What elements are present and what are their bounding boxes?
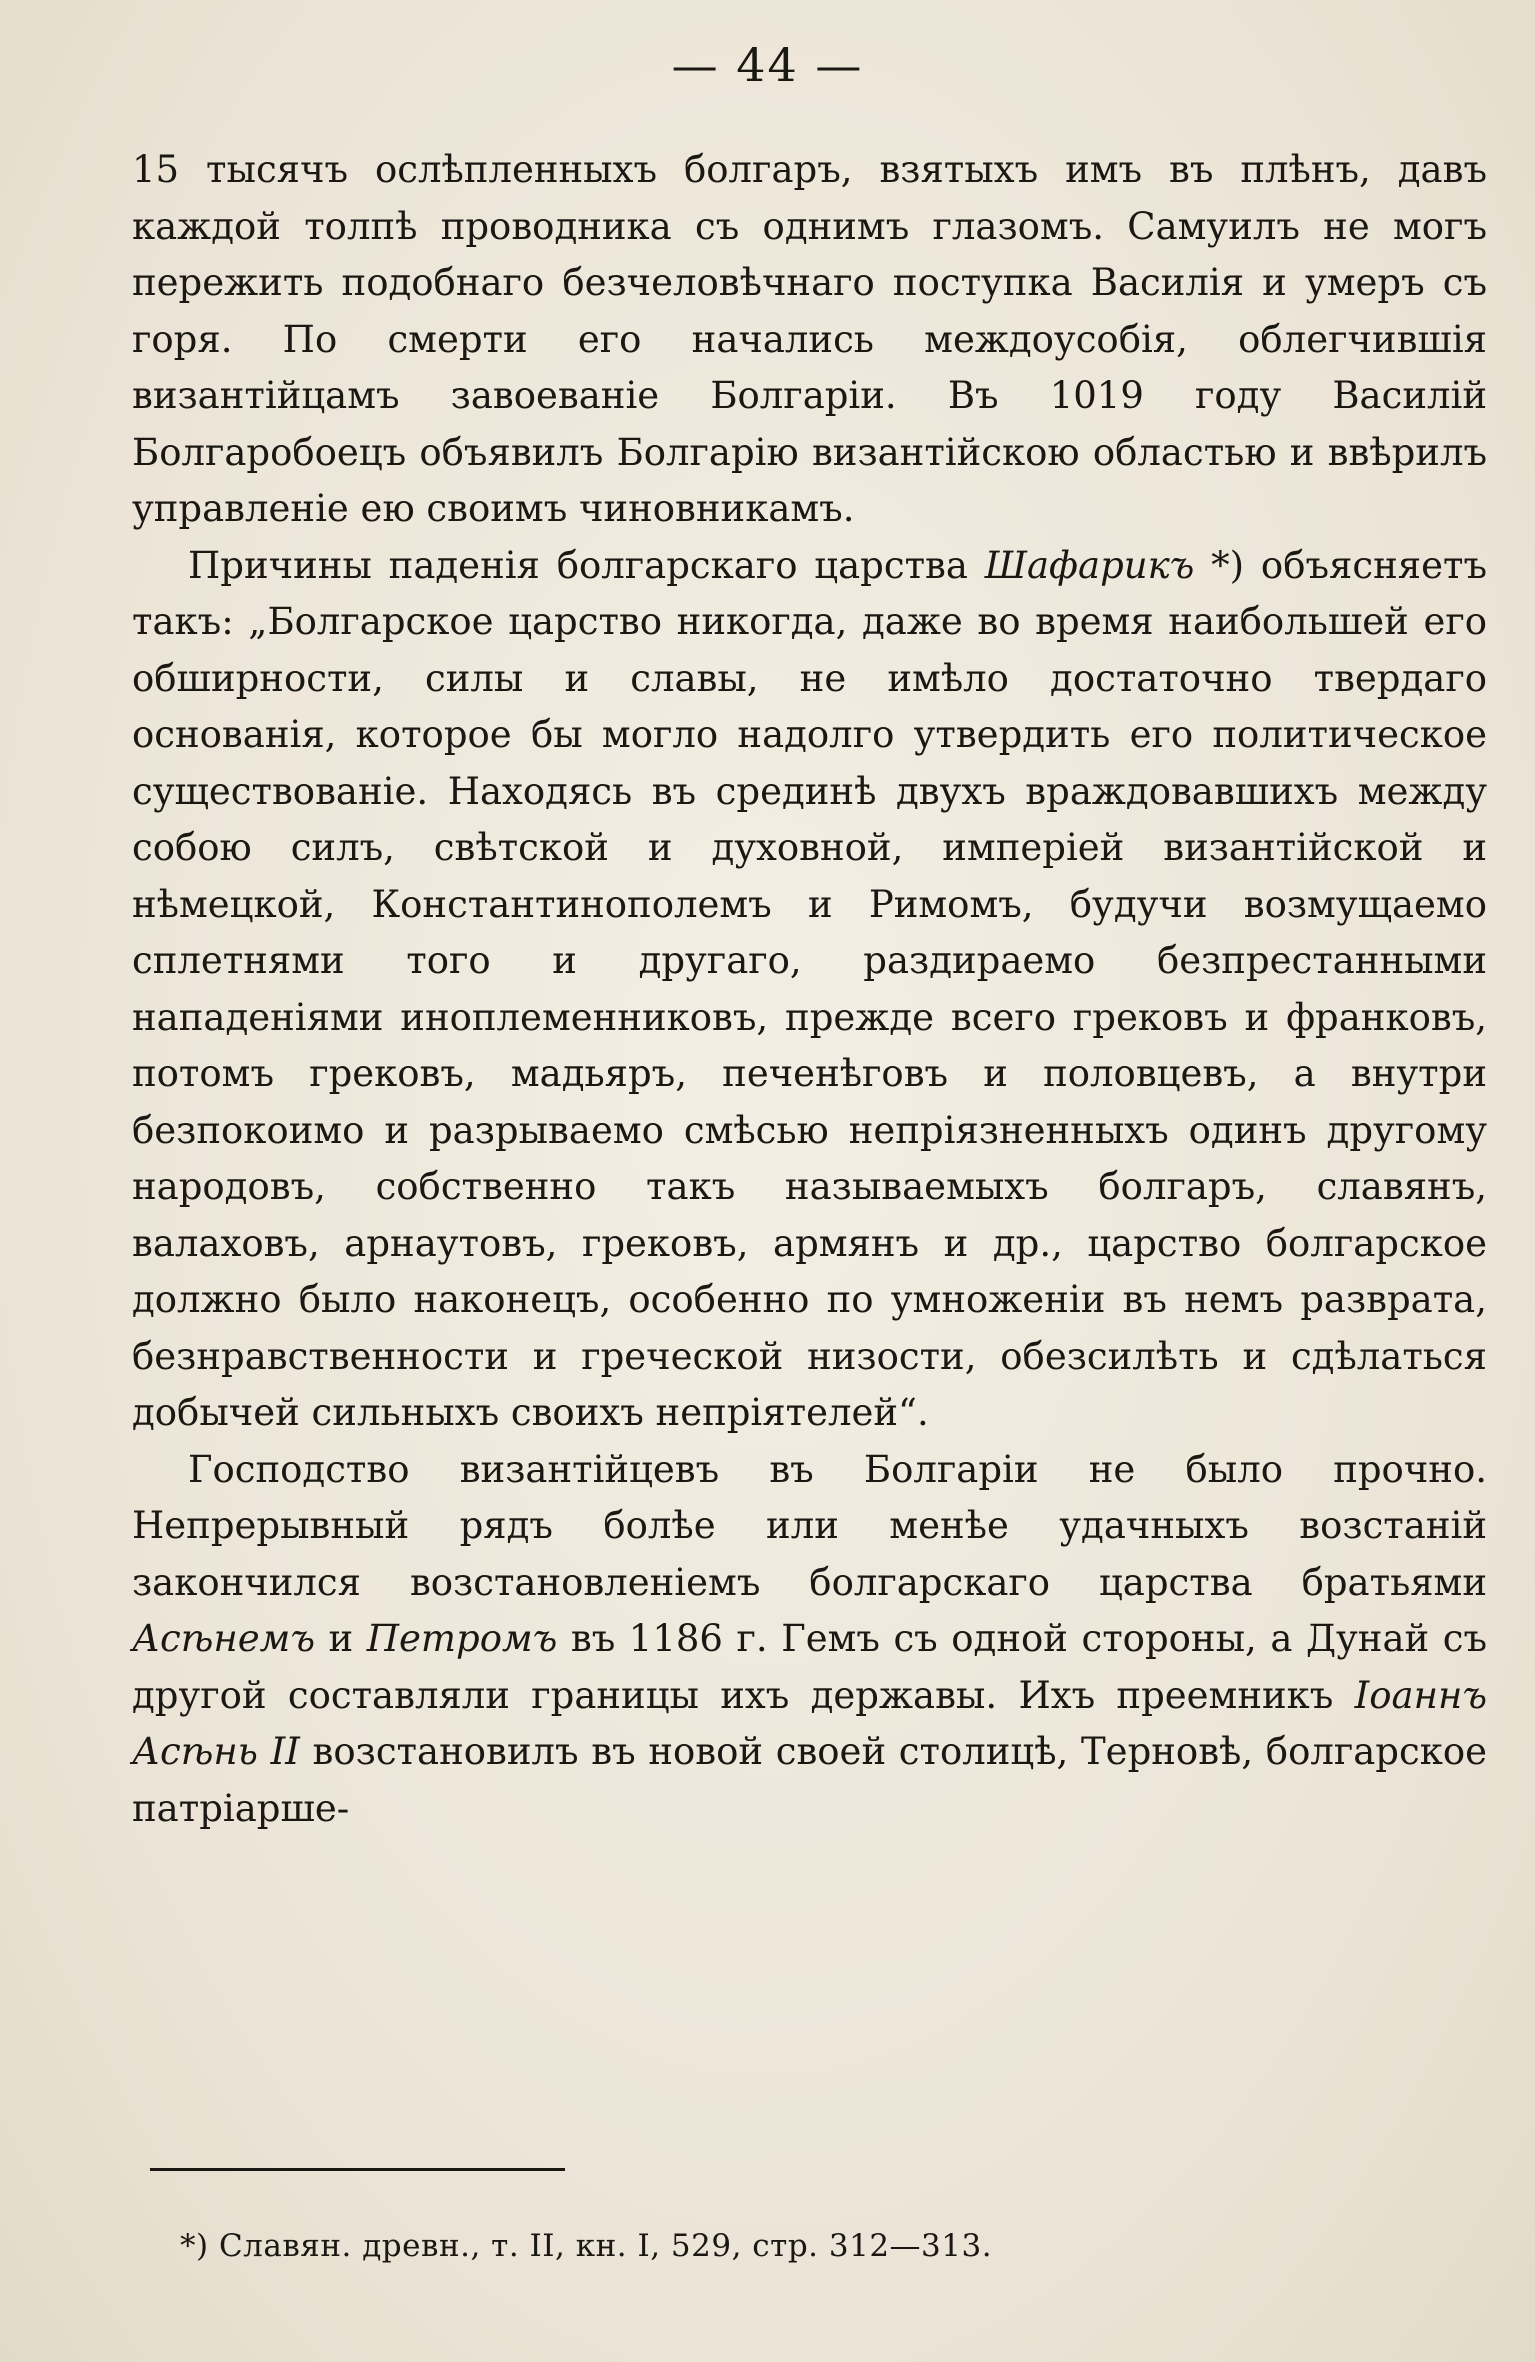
footnote: *) Славян. древн., т. II, кн. I, 529, стр. 312—313. <box>180 2228 993 2264</box>
paragraph-2 <box>132 538 1487 1442</box>
name-petr: Петромъ <box>366 1617 558 1660</box>
paragraph-1: 15 тысячъ ослѣпленныхъ болгаръ, взятыхъ имъ въ плѣнъ, давъ каждой толпѣ проводника съ однимъ глазомъ. Самуилъ не могъ пережить подобнаго безчеловѣчнаго поступка Василія и умеръ съ горя. По смерти его начались междоусобія, облегчившія византійцамъ завоеваніе Болгаріи. Въ 1019 году Василій Болгаробоецъ объявилъ Болгарію византійскою областью и ввѣрилъ управленіе ею своимъ чиновникамъ. <box>132 148 1487 530</box>
paragraph-3-part-3: въ 1186 г. Гемъ съ одной стороны, а Дунай съ другой составляли границы ихъ державы. Ихъ преемникъ <box>132 1617 1487 1717</box>
name-ioann-asen-ii: Іоаннъ Асѣнь II <box>132 1673 1487 1773</box>
main-text <box>132 142 1487 1837</box>
paragraph-2-quote: *) объясняетъ такъ: „Болгарское царство никогда, даже во время наибольшей его обширности, силы и славы, не имѣло достаточно твердаго основанія, которое бы могло надолго утвердить его политическое существованіе. Находясь въ срединѣ двухъ враждовавшихъ между собою силъ, свѣтской и духовной, имперіей византійской и нѣмецкой, Константинополемъ и Римомъ, будучи возмущаемо сплетнями того и другаго, раздираемо безпрестанными нападеніями иноплеменниковъ, прежде всего грековъ и франковъ, потомъ грековъ, мадьяръ, печенѣговъ и половцевъ, а внутри безпокоимо и разрываемо смѣсью непріязненныхъ одинъ другому народовъ, собственно такъ называемыхъ болгаръ, славянъ, валаховъ, арнаутовъ, грековъ, армянъ и др., царство болгарское должно было наконецъ, особенно по умноженіи въ немъ разврата, безнравственности и греческой низости, обезсилѣть и сдѣлаться добычей сильныхъ своихъ непріятелей“. <box>132 543 1487 1434</box>
paragraph-2-start: Причины паденія болгарскаго царства <box>188 543 985 587</box>
footnote-divider <box>150 2168 565 2171</box>
paragraph-3-part-1: Господство византійцевъ въ Болгаріи не было прочно. Непрерывный рядъ болѣе или менѣе удачныхъ возстаній закончился возстановленіемъ болгарскаго царства братьями <box>132 1447 1487 1604</box>
paragraph-3-part-4: возстановилъ въ новой своей столицѣ, Терновѣ, болгарское патріарше- <box>132 1730 1487 1830</box>
paragraph-3 <box>132 1442 1487 1838</box>
page-number: — 44 — <box>671 38 864 92</box>
name-asen: Асѣнемъ <box>132 1617 315 1660</box>
paragraph-3-part-2: и <box>315 1617 367 1660</box>
author-name-shafarik: Шафарикъ <box>984 543 1195 587</box>
